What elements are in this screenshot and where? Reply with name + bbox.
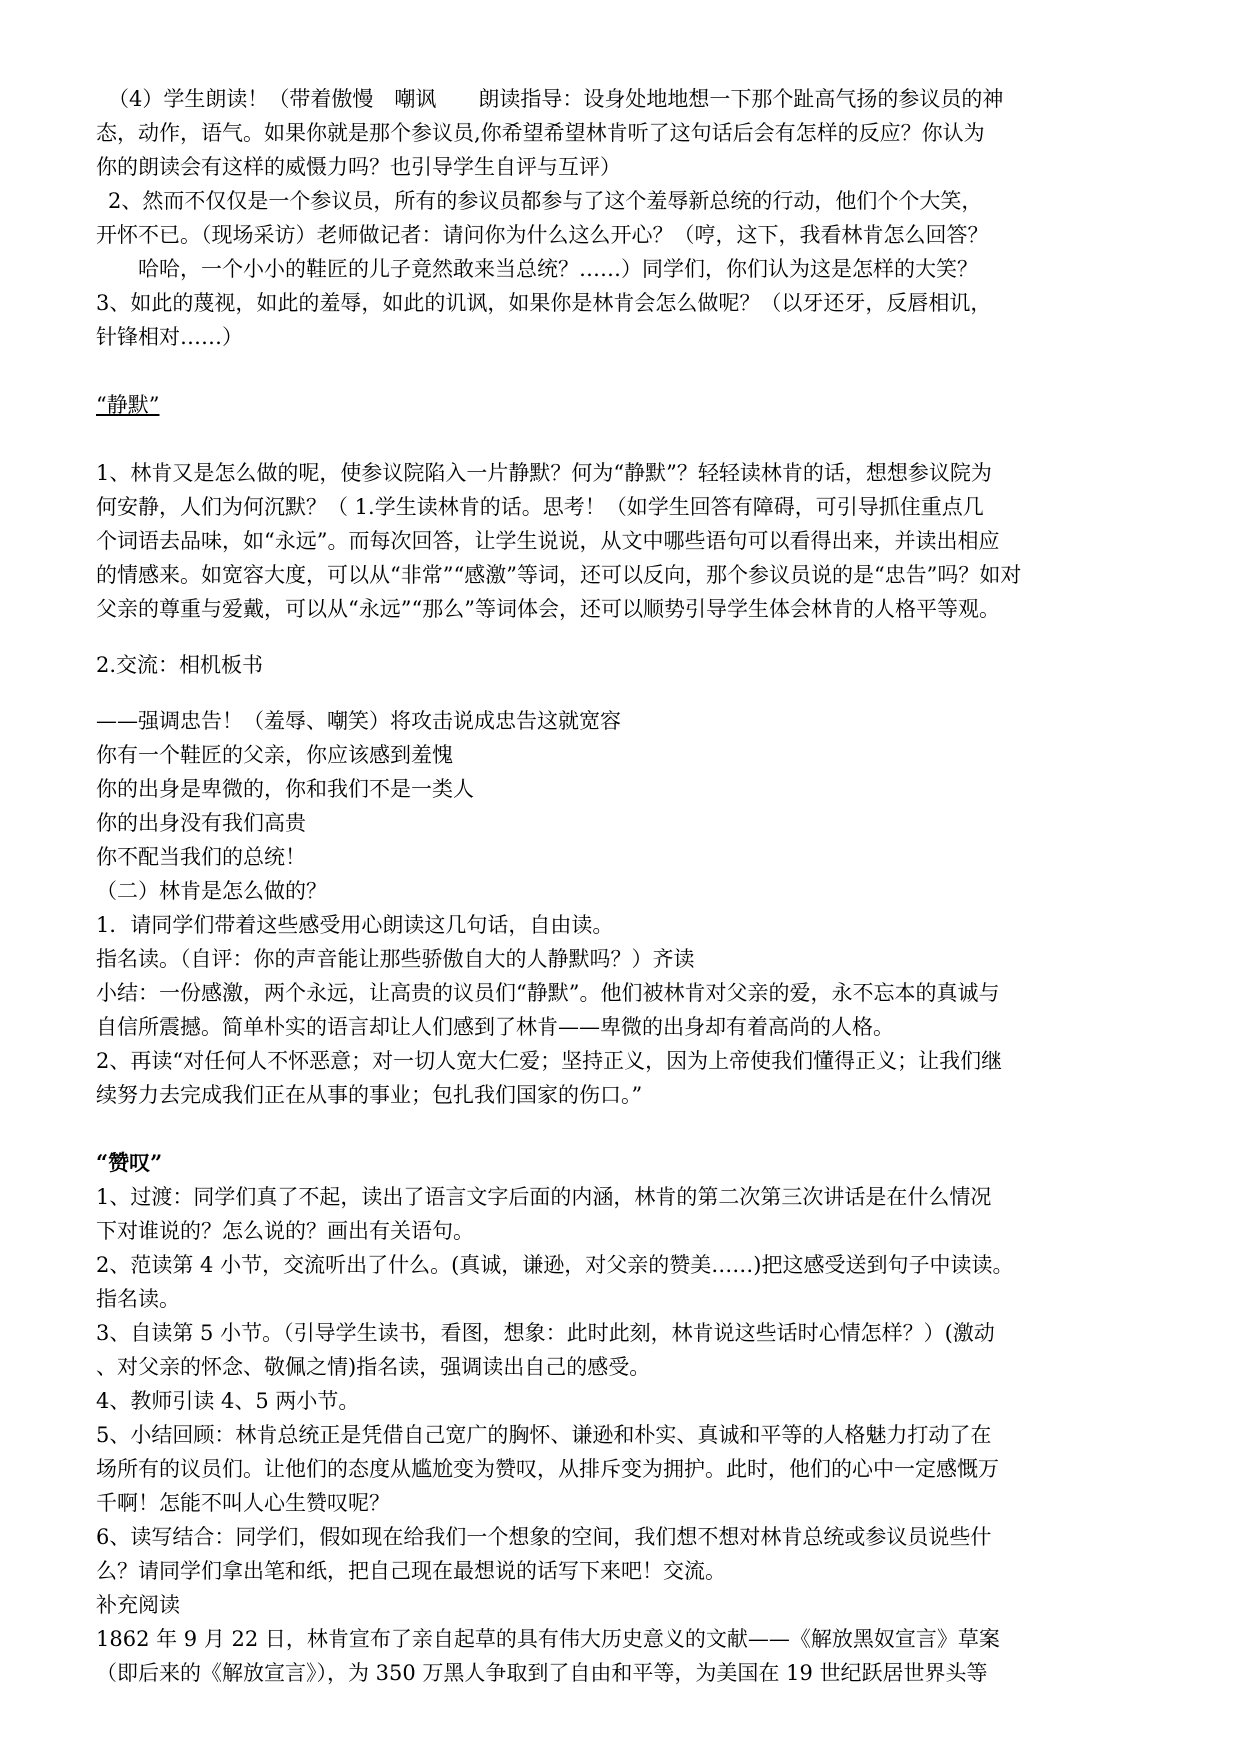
exchange-title: 2.交流：相机板书 [96,653,264,677]
text-line: 你不配当我们的总统！ [96,845,306,869]
text-line: 续努力去完成我们正在从事的事业；包扎我们国家的伤口。” [96,1083,643,1107]
text-line: 3、如此的蔑视，如此的羞辱，如此的讥讽，如果你是林肯会怎么做呢？（以牙还牙，反唇相讥， [96,291,992,315]
text-line: 千啊！怎能不叫人心生赞叹呢？ [96,1491,390,1515]
text-line: 小结：一份感激，两个永远，让高贵的议员们“静默”。他们被林肯对父亲的爱，永不忘本的真诚与 [96,981,1000,1005]
text-line: 1、过渡：同学们真了不起，读出了语言文字后面的内涵，林肯的第二次第三次讲话是在什么情况 [96,1185,992,1209]
text-line: 哈哈，一个小小的鞋匠的儿子竟然敢来当总统？……）同学们，你们认为这是怎样的大笑？ [138,257,978,281]
praise-discussion-block [96,1180,1158,1690]
text-line: 自信所震撼。简单朴实的语言却让人们感到了林肯——卑微的出身却有着高尚的人格。 [96,1015,894,1039]
blackboard-notes-block [96,704,1158,1112]
text-line: （即后来的《解放宣言》），为 350 万黑人争取到了自由和平等，为美国在 19 世纪跃居世界头等 [96,1661,988,1685]
text-line: 态，动作，语气。如果你就是那个参议员,你希望希望林肯听了这句话后会有怎样的反应？你认为 [96,121,985,145]
text-line: 针锋相对……） [96,325,243,349]
text-line: 开怀不已。（现场采访）老师做记者：请问你为什么这么开心？（哼，这下，我看林肯怎么回答？ [96,223,989,247]
text-line: 1．请同学们带着这些感受用心朗读这几句话，自由读。 [96,913,614,937]
text-line: （二）林肯是怎么做的？ [96,879,327,903]
section-heading-silence: “静默” [96,393,160,417]
text-line: 6、读写结合：同学们，假如现在给我们一个想象的空间，我们想不想对林肯总统或参议员说些什 [96,1525,992,1549]
text-line: 何安静，人们为何沉默？（ 1.学生读林肯的话。思考！（如学生回答有障碍，可引导抓住重点几 [96,495,984,519]
text-line: 么？请同学们拿出笔和纸，把自己现在最想说的话写下来吧！交流。 [96,1559,726,1583]
text-line: 3、自读第 5 小节。（引导学生读书，看图，想象：此时此刻，林肯说这些话时心情怎样？）(激动 [96,1321,995,1345]
text-line: 2、再读“对任何人不怀恶意；对一切人宽大仁爱；坚持正义，因为上帝使我们懂得正义；让我们继 [96,1049,1003,1073]
supplementary-reading-label: 补充阅读 [96,1593,180,1617]
text-line: ——强调忠告！（羞辱、嘲笑）将攻击说成忠告这就宽容 [96,709,621,733]
section-heading-praise: “赞叹” [96,1150,163,1175]
text-line: 、对父亲的怀念、敬佩之情)指名读，强调读出自己的感受。 [96,1355,651,1379]
text-line: 你的出身没有我们高贵 [96,811,306,835]
text-line: 你的出身是卑微的，你和我们不是一类人 [96,777,474,801]
text-line: 指名读。（自评：你的声音能让那些骄傲自大的人静默吗？）齐读 [96,947,695,971]
teaching-steps-block-1 [96,82,1158,354]
text-line: 4、教师引读 4、5 两小节。 [96,1389,360,1413]
text-line: 场所有的议员们。让他们的态度从尴尬变为赞叹，从排斥变为拥护。此时，他们的心中一定感慨万 [96,1457,999,1481]
text-line: 1862 年 9 月 22 日，林肯宣布了亲自起草的具有伟大历史意义的文献——《解放黑奴宣言》草案 [96,1627,1000,1651]
text-line: 5、小结回顾：林肯总统正是凭借自己宽广的胸怀、谦逊和朴实、真诚和平等的人格魅力打动了在 [96,1423,992,1447]
text-line: 父亲的尊重与爱戴，可以从“永远”“那么”等词体会，还可以顺势引导学生体会林肯的人格平等观。 [96,597,1000,621]
text-line: 你的朗读会有这样的威慑力吗？也引导学生自评与互评） [96,155,621,179]
silence-discussion-block [96,456,1158,626]
document-page [96,82,1158,1690]
text-line: 下对谁说的？怎么说的？画出有关语句。 [96,1219,474,1243]
text-line: 的情感来。如宽容大度，可以从“非常”“感激”等词，还可以反向，那个参议员说的是“忠告”吗？如对 [96,563,1022,587]
text-line: 你有一个鞋匠的父亲，你应该感到羞愧 [96,743,453,767]
text-line: 2、然而不仅仅是一个参议员，所有的参议员都参与了这个羞辱新总统的行动，他们个个大笑， [108,189,983,213]
text-line: 2、范读第 4 小节，交流听出了什么。(真诚，谦逊，对父亲的赞美……)把这感受送到句子中读读。 [96,1253,1014,1277]
text-line: 1、林肯又是怎么做的呢，使参议院陷入一片静默？何为“静默”？轻轻读林肯的话，想想参议院为 [96,461,992,485]
text-line: 个词语去品味，如“永远”。而每次回答，让学生说说，从文中哪些语句可以看得出来，并读出相应 [96,529,1000,553]
text-line: （4）学生朗读！（带着傲慢 嘲讽 朗读指导：设身处地地想一下那个趾高气扬的参议员的神 [108,87,1004,111]
text-line: 指名读。 [96,1287,180,1311]
